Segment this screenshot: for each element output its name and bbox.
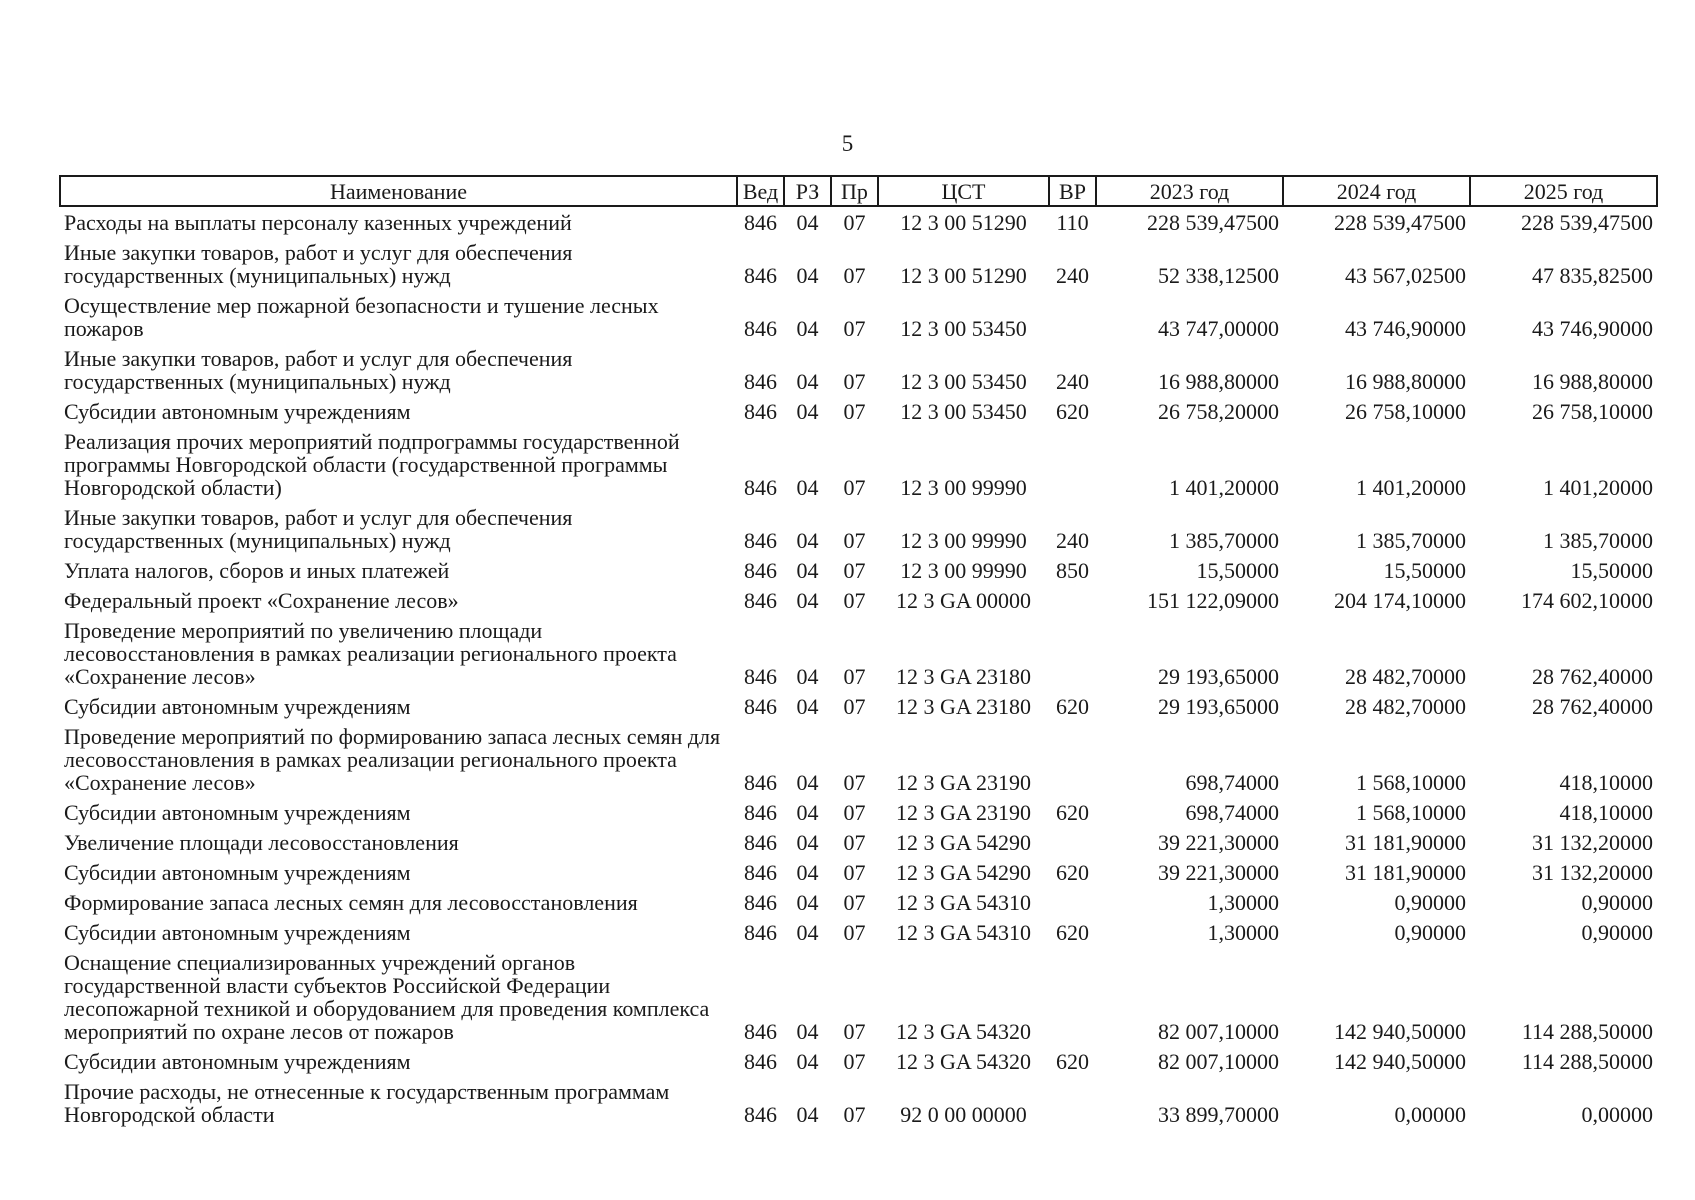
table-row	[60, 691, 1657, 721]
cell-vr: 620	[1056, 694, 1089, 719]
cell-2023: 16 988,80000	[1158, 369, 1279, 394]
cell-2024: 15,50000	[1383, 558, 1466, 583]
table-row	[60, 290, 1657, 343]
cell-2025: 26 758,10000	[1532, 399, 1653, 424]
cell-2023: 33 899,70000	[1158, 1102, 1279, 1127]
cell-ved: 846	[744, 369, 777, 394]
cell-cst: 12 3 GA 54310	[895, 920, 1032, 945]
table-row	[60, 797, 1657, 827]
cell-name: Субсидии автономным учреждениям	[64, 920, 411, 945]
cell-2024: 0,00000	[1394, 1102, 1466, 1127]
cell-cst: 92 0 00 00000	[900, 1102, 1027, 1127]
cell-pr: 07	[843, 588, 866, 613]
cell-ved: 846	[744, 399, 777, 424]
cell-vr: 620	[1056, 800, 1089, 825]
cell-ved: 846	[744, 263, 777, 288]
cell-vr: 240	[1056, 528, 1089, 553]
cell-name: Уплата налогов, сборов и иных платежей	[64, 558, 450, 583]
cell-cst: 12 3 GA 23190	[895, 770, 1032, 795]
cell-rz: 04	[796, 694, 819, 719]
cell-2023: 698,74000	[1185, 800, 1279, 825]
header-name: Наименование	[60, 176, 737, 206]
cell-vr: 620	[1056, 920, 1089, 945]
cell-ved: 846	[744, 664, 777, 689]
table-row	[60, 947, 1657, 1046]
cell-cst: 12 3 GA 54310	[895, 890, 1032, 915]
table-row	[60, 343, 1657, 396]
cell-vr: 620	[1056, 1049, 1089, 1074]
cell-2025: 0,90000	[1581, 890, 1653, 915]
cell-rz: 04	[796, 770, 819, 795]
cell-2023: 151 122,09000	[1147, 588, 1279, 613]
cell-name: Прочие расходы, не отнесенные к государственным программам Новгородской области	[64, 1079, 670, 1127]
cell-name: Субсидии автономным учреждениям	[64, 1049, 411, 1074]
cell-cst: 12 3 GA 54320	[895, 1019, 1032, 1044]
cell-ved: 846	[744, 860, 777, 885]
cell-vr	[1049, 721, 1096, 797]
cell-name: Расходы на выплаты персоналу казенных учреждений	[64, 210, 572, 235]
cell-vr	[1049, 947, 1096, 1046]
cell-rz: 04	[796, 1102, 819, 1127]
cell-cst: 12 3 GA 54290	[895, 830, 1032, 855]
cell-name: Субсидии автономным учреждениям	[64, 694, 411, 719]
cell-2024: 28 482,70000	[1345, 694, 1466, 719]
cell-rz: 04	[796, 664, 819, 689]
cell-pr: 07	[843, 770, 866, 795]
cell-2025: 28 762,40000	[1532, 664, 1653, 689]
header-rz: РЗ	[784, 176, 831, 206]
cell-2025: 0,00000	[1581, 1102, 1653, 1127]
cell-2023: 698,74000	[1185, 770, 1279, 795]
cell-ved: 846	[744, 588, 777, 613]
cell-2023: 29 193,65000	[1158, 664, 1279, 689]
cell-cst: 12 3 GA 23180	[895, 694, 1032, 719]
cell-name: Иные закупки товаров, работ и услуг для обеспечения государственных (муниципальных) нужд	[64, 505, 573, 553]
cell-pr: 07	[843, 1102, 866, 1127]
header-2023: 2023 год	[1096, 176, 1283, 206]
cell-2023: 1 401,20000	[1169, 475, 1279, 500]
cell-2024: 43 567,02500	[1345, 263, 1466, 288]
cell-ved: 846	[744, 694, 777, 719]
cell-2025: 47 835,82500	[1532, 263, 1653, 288]
cell-name: Проведение мероприятий по увеличению площади лесовосстановления в рамках реализации регионального проекта «Сохранение лесов»	[64, 618, 677, 689]
cell-2024: 26 758,10000	[1345, 399, 1466, 424]
cell-2023: 82 007,10000	[1158, 1049, 1279, 1074]
cell-name: Проведение мероприятий по формированию запаса лесных семян для лесовосстановления в рамках реализации регионального проекта «Сохранение лесов»	[64, 724, 721, 795]
cell-2025: 31 132,20000	[1532, 830, 1653, 855]
cell-2025: 31 132,20000	[1532, 860, 1653, 885]
cell-rz: 04	[796, 860, 819, 885]
cell-cst: 12 3 GA 54290	[895, 860, 1032, 885]
cell-rz: 04	[796, 528, 819, 553]
cell-cst: 12 3 00 51290	[900, 263, 1027, 288]
cell-ved: 846	[744, 830, 777, 855]
cell-vr: 620	[1056, 399, 1089, 424]
cell-2023: 39 221,30000	[1158, 830, 1279, 855]
cell-ved: 846	[744, 210, 777, 235]
cell-name: Иные закупки товаров, работ и услуг для обеспечения государственных (муниципальных) нужд	[64, 240, 573, 288]
cell-vr	[1049, 290, 1096, 343]
table-row	[60, 615, 1657, 691]
cell-ved: 846	[744, 890, 777, 915]
cell-rz: 04	[796, 800, 819, 825]
cell-rz: 04	[796, 558, 819, 583]
cell-rz: 04	[796, 830, 819, 855]
cell-ved: 846	[744, 475, 777, 500]
header-vr: ВР	[1049, 176, 1096, 206]
cell-2024: 0,90000	[1394, 920, 1466, 945]
table-body	[60, 206, 1657, 1129]
cell-name: Субсидии автономным учреждениям	[64, 860, 411, 885]
cell-cst: 12 3 00 53450	[900, 369, 1027, 394]
cell-2025: 418,10000	[1559, 800, 1653, 825]
cell-2025: 228 539,47500	[1521, 210, 1653, 235]
cell-pr: 07	[843, 1019, 866, 1044]
cell-pr: 07	[843, 694, 866, 719]
cell-pr: 07	[843, 664, 866, 689]
table-row	[60, 237, 1657, 290]
table-row	[60, 585, 1657, 615]
table-row	[60, 721, 1657, 797]
cell-rz: 04	[796, 369, 819, 394]
cell-2024: 1 401,20000	[1356, 475, 1466, 500]
cell-2023: 39 221,30000	[1158, 860, 1279, 885]
cell-2024: 31 181,90000	[1345, 860, 1466, 885]
cell-vr: 850	[1056, 558, 1089, 583]
cell-pr: 07	[843, 475, 866, 500]
table-row	[60, 857, 1657, 887]
table-row	[60, 827, 1657, 857]
table-row	[60, 555, 1657, 585]
cell-rz: 04	[796, 316, 819, 341]
cell-2024: 31 181,90000	[1345, 830, 1466, 855]
cell-name: Увеличение площади лесовосстановления	[64, 830, 459, 855]
cell-2023: 26 758,20000	[1158, 399, 1279, 424]
cell-2024: 43 746,90000	[1345, 316, 1466, 341]
cell-vr	[1049, 1076, 1096, 1129]
cell-2025: 114 288,50000	[1521, 1019, 1653, 1044]
header-2024: 2024 год	[1283, 176, 1470, 206]
cell-vr	[1049, 887, 1096, 917]
cell-2023: 43 747,00000	[1158, 316, 1279, 341]
cell-2024: 142 940,50000	[1334, 1049, 1466, 1074]
cell-pr: 07	[843, 399, 866, 424]
cell-vr: 110	[1056, 210, 1089, 235]
budget-table	[59, 175, 1658, 1129]
cell-name: Субсидии автономным учреждениям	[64, 800, 411, 825]
cell-vr: 620	[1056, 860, 1089, 885]
cell-ved: 846	[744, 800, 777, 825]
table-row	[60, 426, 1657, 502]
cell-2025: 0,90000	[1581, 920, 1653, 945]
table-row	[60, 1076, 1657, 1129]
cell-2024: 0,90000	[1394, 890, 1466, 915]
cell-ved: 846	[744, 920, 777, 945]
cell-cst: 12 3 00 99990	[900, 528, 1027, 553]
cell-2025: 15,50000	[1570, 558, 1653, 583]
cell-2024: 1 568,10000	[1356, 770, 1466, 795]
cell-2025: 28 762,40000	[1532, 694, 1653, 719]
cell-2023: 52 338,12500	[1158, 263, 1279, 288]
cell-rz: 04	[796, 263, 819, 288]
cell-pr: 07	[843, 316, 866, 341]
cell-2023: 1,30000	[1207, 920, 1279, 945]
cell-2023: 1 385,70000	[1169, 528, 1279, 553]
page-number: 5	[841, 131, 854, 156]
cell-name: Субсидии автономным учреждениям	[64, 399, 411, 424]
cell-rz: 04	[796, 920, 819, 945]
cell-vr	[1049, 615, 1096, 691]
cell-pr: 07	[843, 920, 866, 945]
table-row	[60, 917, 1657, 947]
cell-rz: 04	[796, 475, 819, 500]
cell-cst: 12 3 00 53450	[900, 399, 1027, 424]
cell-2023: 29 193,65000	[1158, 694, 1279, 719]
cell-pr: 07	[843, 558, 866, 583]
cell-2024: 228 539,47500	[1334, 210, 1466, 235]
cell-2025: 1 401,20000	[1543, 475, 1653, 500]
cell-ved: 846	[744, 1049, 777, 1074]
cell-cst: 12 3 00 99990	[900, 475, 1027, 500]
cell-2025: 114 288,50000	[1521, 1049, 1653, 1074]
cell-rz: 04	[796, 890, 819, 915]
cell-pr: 07	[843, 263, 866, 288]
cell-ved: 846	[744, 558, 777, 583]
cell-pr: 07	[843, 830, 866, 855]
cell-2023: 228 539,47500	[1147, 210, 1279, 235]
cell-name: Иные закупки товаров, работ и услуг для обеспечения государственных (муниципальных) нужд	[64, 346, 573, 394]
cell-name: Формирование запаса лесных семян для лесовосстановления	[64, 890, 638, 915]
cell-pr: 07	[843, 1049, 866, 1074]
cell-rz: 04	[796, 210, 819, 235]
table-row	[60, 396, 1657, 426]
cell-pr: 07	[843, 890, 866, 915]
cell-2025: 16 988,80000	[1532, 369, 1653, 394]
cell-vr	[1049, 426, 1096, 502]
cell-2024: 142 940,50000	[1334, 1019, 1466, 1044]
cell-rz: 04	[796, 399, 819, 424]
cell-2023: 15,50000	[1196, 558, 1279, 583]
cell-cst: 12 3 00 99990	[900, 558, 1027, 583]
cell-2024: 204 174,10000	[1334, 588, 1466, 613]
cell-2024: 16 988,80000	[1345, 369, 1466, 394]
table-row	[60, 502, 1657, 555]
cell-rz: 04	[796, 1019, 819, 1044]
cell-pr: 07	[843, 369, 866, 394]
cell-2024: 28 482,70000	[1345, 664, 1466, 689]
cell-cst: 12 3 00 51290	[900, 210, 1027, 235]
cell-name: Реализация прочих мероприятий подпрограммы государственной программы Новгородской области (государственной программы Новгородской области)	[64, 429, 680, 500]
header-2025: 2025 год	[1470, 176, 1657, 206]
cell-cst: 12 3 GA 23180	[895, 664, 1032, 689]
cell-ved: 846	[744, 770, 777, 795]
cell-2024: 1 568,10000	[1356, 800, 1466, 825]
cell-vr: 240	[1056, 369, 1089, 394]
cell-name: Федеральный проект «Сохранение лесов»	[64, 588, 459, 613]
cell-2023: 82 007,10000	[1158, 1019, 1279, 1044]
cell-2023: 1,30000	[1207, 890, 1279, 915]
cell-2025: 174 602,10000	[1521, 588, 1653, 613]
cell-rz: 04	[796, 1049, 819, 1074]
cell-ved: 846	[744, 316, 777, 341]
cell-cst: 12 3 00 53450	[900, 316, 1027, 341]
cell-name: Оснащение специализированных учреждений органов государственной власти субъектов Российской Федерации лесопожарной техникой и оборудованием для проведения комплекса мероприятий по охране лесов от пожаров	[64, 950, 710, 1044]
table-row	[60, 206, 1657, 237]
cell-rz: 04	[796, 588, 819, 613]
cell-ved: 846	[744, 528, 777, 553]
cell-pr: 07	[843, 800, 866, 825]
cell-vr	[1049, 827, 1096, 857]
cell-name: Осуществление мер пожарной безопасности и тушение лесных пожаров	[64, 293, 659, 341]
cell-ved: 846	[744, 1102, 777, 1127]
cell-cst: 12 3 GA 54320	[895, 1049, 1032, 1074]
header-pr: Пр	[831, 176, 878, 206]
cell-2025: 418,10000	[1559, 770, 1653, 795]
table-row	[60, 887, 1657, 917]
header-cst: ЦСТ	[878, 176, 1049, 206]
cell-pr: 07	[843, 210, 866, 235]
cell-pr: 07	[843, 528, 866, 553]
cell-ved: 846	[744, 1019, 777, 1044]
cell-cst: 12 3 GA 23190	[895, 800, 1032, 825]
cell-vr: 240	[1056, 263, 1089, 288]
cell-cst: 12 3 GA 00000	[895, 588, 1032, 613]
table-header	[60, 176, 1657, 206]
cell-2025: 1 385,70000	[1543, 528, 1653, 553]
cell-pr: 07	[843, 860, 866, 885]
header-ved: Вед	[737, 176, 784, 206]
table-row	[60, 1046, 1657, 1076]
cell-2025: 43 746,90000	[1532, 316, 1653, 341]
cell-vr	[1049, 585, 1096, 615]
cell-2024: 1 385,70000	[1356, 528, 1466, 553]
